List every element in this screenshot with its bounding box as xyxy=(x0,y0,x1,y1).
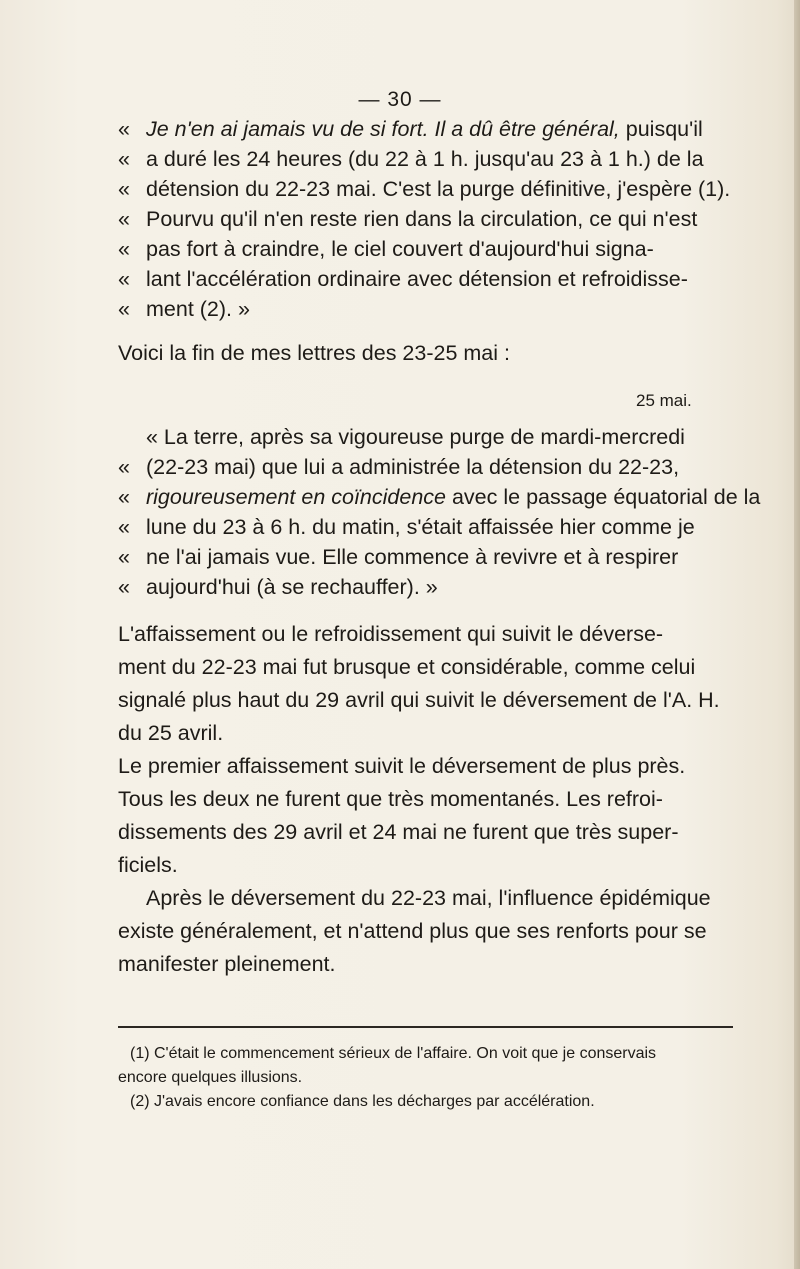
text-line: Le premier affaissement suivit le déversement de plus près. xyxy=(118,754,686,778)
text-line: « La terre, après sa vigoureuse purge de mardi-mercredi xyxy=(146,425,685,449)
text-line: « lant l'accélération ordinaire avec détension et refroidisse- xyxy=(118,267,688,291)
footnote-2: (2) J'avais encore confiance dans les décharges par accélération. xyxy=(130,1093,595,1110)
text-line: « Pourvu qu'il n'en reste rien dans la circulation, ce qui n'est xyxy=(118,207,698,231)
footnote-divider xyxy=(118,1026,733,1028)
text-line: Après le déversement du 22-23 mai, l'influence épidémique xyxy=(146,886,711,910)
text-line: signalé plus haut du 29 avril qui suivit le déversement de l'A. H. xyxy=(118,688,720,712)
text-line: ment du 22-23 mai fut brusque et considérable, comme celui xyxy=(118,655,696,679)
letter-date: 25 mai. xyxy=(636,391,692,410)
text-line: ficiels. xyxy=(118,853,178,877)
footnote-1: (1) C'était le commencement sérieux de l'affaire. On voit que je conservais xyxy=(130,1045,657,1062)
page-number: — 30 — xyxy=(358,88,442,111)
text-line: « Je n'en ai jamais vu de si fort. Il a dû être général, puisqu'il xyxy=(118,117,703,141)
text-line: « aujourd'hui (à se rechauffer). » xyxy=(118,575,438,599)
text-line: Tous les deux ne furent que très momentanés. Les refroi- xyxy=(118,787,663,811)
text-line: du 25 avril. xyxy=(118,721,224,745)
text-line: dissements des 29 avril et 24 mai ne furent que très super- xyxy=(118,820,679,844)
text-line: manifester pleinement. xyxy=(118,952,336,976)
page-edge xyxy=(794,0,800,1269)
text-line: « lune du 23 à 6 h. du matin, s'était affaissée hier comme je xyxy=(118,515,695,539)
text-line: « pas fort à craindre, le ciel couvert d'aujourd'hui signa- xyxy=(118,237,654,261)
text-line: L'affaissement ou le refroidissement qui suivit le déverse- xyxy=(118,622,664,646)
text-line: Voici la fin de mes lettres des 23-25 mai : xyxy=(118,341,510,365)
text-line: existe généralement, et n'attend plus que ses renforts pour se xyxy=(118,919,707,943)
text-line: « a duré les 24 heures (du 22 à 1 h. jusqu'au 23 à 1 h.) de la xyxy=(118,147,704,171)
text-line: « (22-23 mai) que lui a administrée la détension du 22-23, xyxy=(118,455,680,479)
text-line: « rigoureusement en coïncidence avec le passage équatorial de la xyxy=(118,485,761,509)
footnote-1-continuation: encore quelques illusions. xyxy=(118,1069,303,1086)
text-line: « ment (2). » xyxy=(118,297,250,321)
text-line: « ne l'ai jamais vue. Elle commence à revivre et à respirer xyxy=(118,545,679,569)
text-line: « détension du 22-23 mai. C'est la purge définitive, j'espère (1). xyxy=(118,177,731,201)
